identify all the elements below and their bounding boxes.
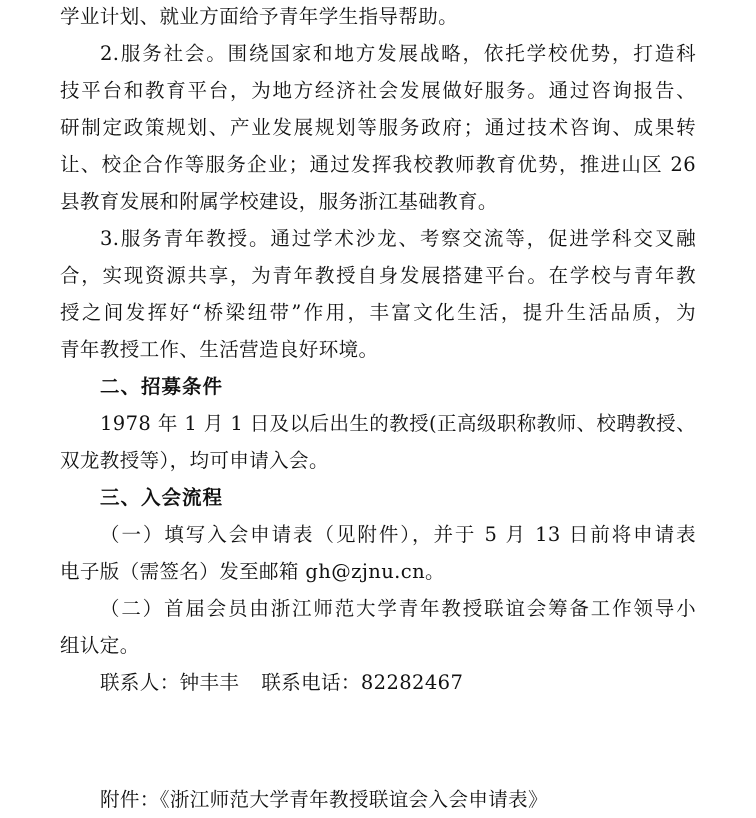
paragraph-line: 县教育发展和附属学校建设，服务浙江基础教育。	[60, 190, 498, 213]
attachment-line	[100, 783, 696, 817]
contact-phone-label: 联系电话：	[261, 671, 361, 694]
attachment-title: 《浙江师范大学青年教授联谊会入会申请表》	[159, 788, 548, 811]
contact-person-label: 联系人：	[100, 671, 180, 694]
paragraph-line: 授之间发挥好“桥梁纽带”作用，丰富文化生活，提升生活品质，为	[60, 301, 696, 324]
paragraph-line: 合，实现资源共享，为青年教授自身发展搭建平台。在学校与青年教	[60, 264, 696, 287]
contact-person-name: 钟丰丰	[179, 671, 240, 694]
section-heading-recruit: 二、招募条件	[100, 375, 224, 398]
paragraph-line: 电子版（需签名）发至邮箱 gh@zjnu.cn。	[60, 560, 445, 583]
paragraph-line: （二）首届会员由浙江师范大学青年教授联谊会筹备工作领导小	[100, 597, 696, 620]
contact-line	[100, 666, 696, 700]
paragraph-line: 青年教授工作、生活营造良好环境。	[60, 338, 379, 361]
section-heading-process: 三、入会流程	[100, 486, 224, 509]
paragraph-line: 1978 年 1 月 1 日及以后出生的教授(正高级职称教师、校聘教授、	[100, 412, 696, 435]
paragraph-line: 组认定。	[60, 634, 140, 657]
paragraph-line: 研制定政策规划、产业发展规划等服务政府；通过技术咨询、成果转	[60, 116, 696, 139]
paragraph-line: （一）填写入会申请表（见附件），并于 5 月 13 日前将申请表	[100, 523, 696, 546]
paragraph-line: 学业计划、就业方面给予青年学生指导帮助。	[60, 5, 459, 28]
paragraph-line: 双龙教授等），均可申请入会。	[60, 449, 329, 472]
contact-phone: 82282467	[360, 671, 464, 694]
paragraph-line: 技平台和教育平台，为地方经济社会发展做好服务。通过咨询报告、	[60, 79, 696, 102]
paragraph-line: 3.服务青年教授。通过学术沙龙、考察交流等，促进学科交叉融	[100, 227, 696, 250]
paragraph-line: 2.服务社会。围绕国家和地方发展战略，依托学校优势，打造科	[100, 42, 696, 65]
paragraph-line: 让、校企合作等服务企业；通过发挥我校教师教育优势，推进山区 26	[60, 153, 696, 176]
attachment-label: 附件：	[100, 788, 160, 811]
